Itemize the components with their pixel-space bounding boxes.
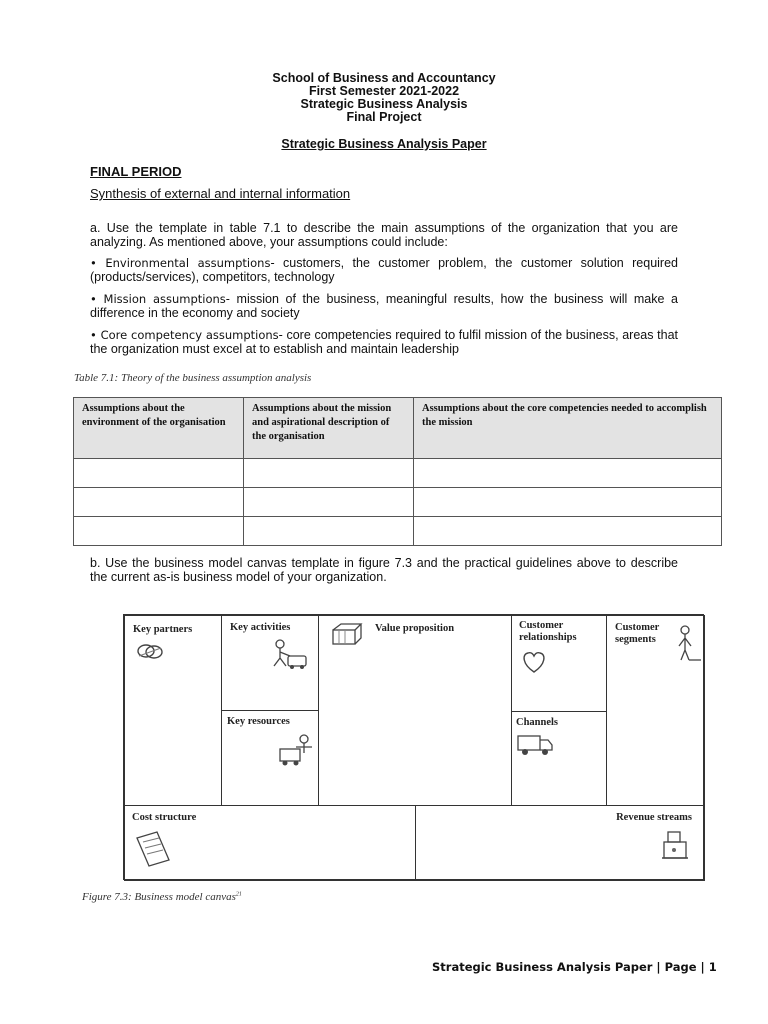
cell-customer-relationships — [511, 615, 607, 712]
table-caption: Table 7.1: Theory of the business assumption analysis — [74, 372, 312, 384]
cell-value-proposition — [318, 615, 512, 806]
course-title: Strategic Business Analysis — [300, 97, 468, 111]
cell-channels — [511, 711, 607, 806]
table-header-cell: Assumptions about the core competencies needed to accomplish the mission — [414, 398, 722, 459]
table-cell[interactable] — [74, 517, 244, 546]
table-header-cell: Assumptions about the environment of the organisation — [74, 398, 244, 459]
table-cell[interactable] — [244, 488, 414, 517]
business-model-canvas — [123, 614, 704, 880]
label-channels: Channels — [516, 717, 559, 728]
section-heading: FINAL PERIOD — [90, 164, 182, 179]
bullet-text: - mission of the business, meaningful results, how the business will make a difference in the economy and society — [90, 292, 678, 320]
label-revenue-streams: Revenue streams — [616, 812, 692, 823]
bullet-core-competency — [90, 329, 678, 356]
label-customer-relationships: Customer relationships — [519, 620, 577, 643]
project-title: Final Project — [346, 110, 422, 124]
label-cost-structure: Cost structure — [132, 812, 197, 823]
assumption-table — [73, 397, 722, 546]
page-footer: Strategic Business Analysis Paper | Page | 1 — [432, 960, 717, 974]
bullet-text: - core competencies required to fulfil mission of the business, areas that the organization must excel at to establish and maintain leadership — [90, 328, 678, 356]
table-cell[interactable] — [414, 488, 722, 517]
handshake-icon — [135, 640, 165, 662]
table-row — [74, 517, 722, 546]
table-cell[interactable] — [74, 459, 244, 488]
label-key-activities: Key activities — [230, 622, 291, 633]
instruction-a: a. Use the template in table 7.1 to describe the main assumptions of the organization that you are analyzing. As mentioned above, your assumptions could include: — [90, 221, 678, 249]
cell-revenue-streams — [415, 805, 705, 881]
bullet-mission — [90, 293, 678, 320]
heart-icon — [520, 650, 548, 674]
table-cell[interactable] — [244, 459, 414, 488]
cell-key-partners — [124, 615, 222, 806]
bullet-term: • Environmental assumptions — [90, 256, 271, 270]
label-customer-segments: Customer segments — [615, 622, 660, 645]
price-tag-icon — [133, 830, 173, 868]
forklift-icon — [276, 733, 316, 767]
figure-caption — [82, 891, 242, 903]
cell-customer-segments — [606, 615, 705, 806]
paper-title: Strategic Business Analysis Paper — [281, 137, 487, 151]
label-key-resources: Key resources — [227, 716, 290, 727]
cell-cost-structure — [124, 805, 416, 881]
worker-icon — [268, 638, 312, 670]
table-cell[interactable] — [244, 517, 414, 546]
table-header-row — [74, 398, 722, 459]
delivery-truck-icon — [516, 732, 554, 758]
label-value-proposition: Value proposition — [375, 623, 455, 634]
table-cell[interactable] — [414, 459, 722, 488]
table-row — [74, 459, 722, 488]
semester: First Semester 2021-2022 — [308, 84, 460, 98]
label-key-partners: Key partners — [133, 624, 193, 635]
gift-package-icon — [329, 620, 365, 648]
cell-key-activities — [221, 615, 319, 711]
bullet-environmental — [90, 257, 678, 284]
bullet-term: • Mission assumptions — [90, 292, 226, 306]
person-icon — [673, 624, 703, 664]
table-row — [74, 488, 722, 517]
cell-key-resources — [221, 710, 319, 806]
figure-caption-footnote: 21 — [235, 891, 242, 898]
bullet-term: • Core competency assumptions — [90, 328, 279, 342]
table-header-cell: Assumptions about the mission and aspirational description of the organisation — [244, 398, 414, 459]
figure-caption-text: Figure 7.3: Business model canvas — [82, 891, 236, 903]
instruction-b: b. Use the business model canvas template in figure 7.3 and the practical guidelines above to describe the current as-is business model of your organization. — [90, 556, 678, 584]
table-cell[interactable] — [414, 517, 722, 546]
cash-register-icon — [660, 828, 692, 864]
bullet-text: - customers, the customer problem, the customer solution required (products/services), competitors, technology — [90, 256, 679, 284]
school-name: School of Business and Accountancy — [272, 71, 496, 85]
table-cell[interactable] — [74, 488, 244, 517]
section-subheading: Synthesis of external and internal information — [90, 186, 351, 201]
